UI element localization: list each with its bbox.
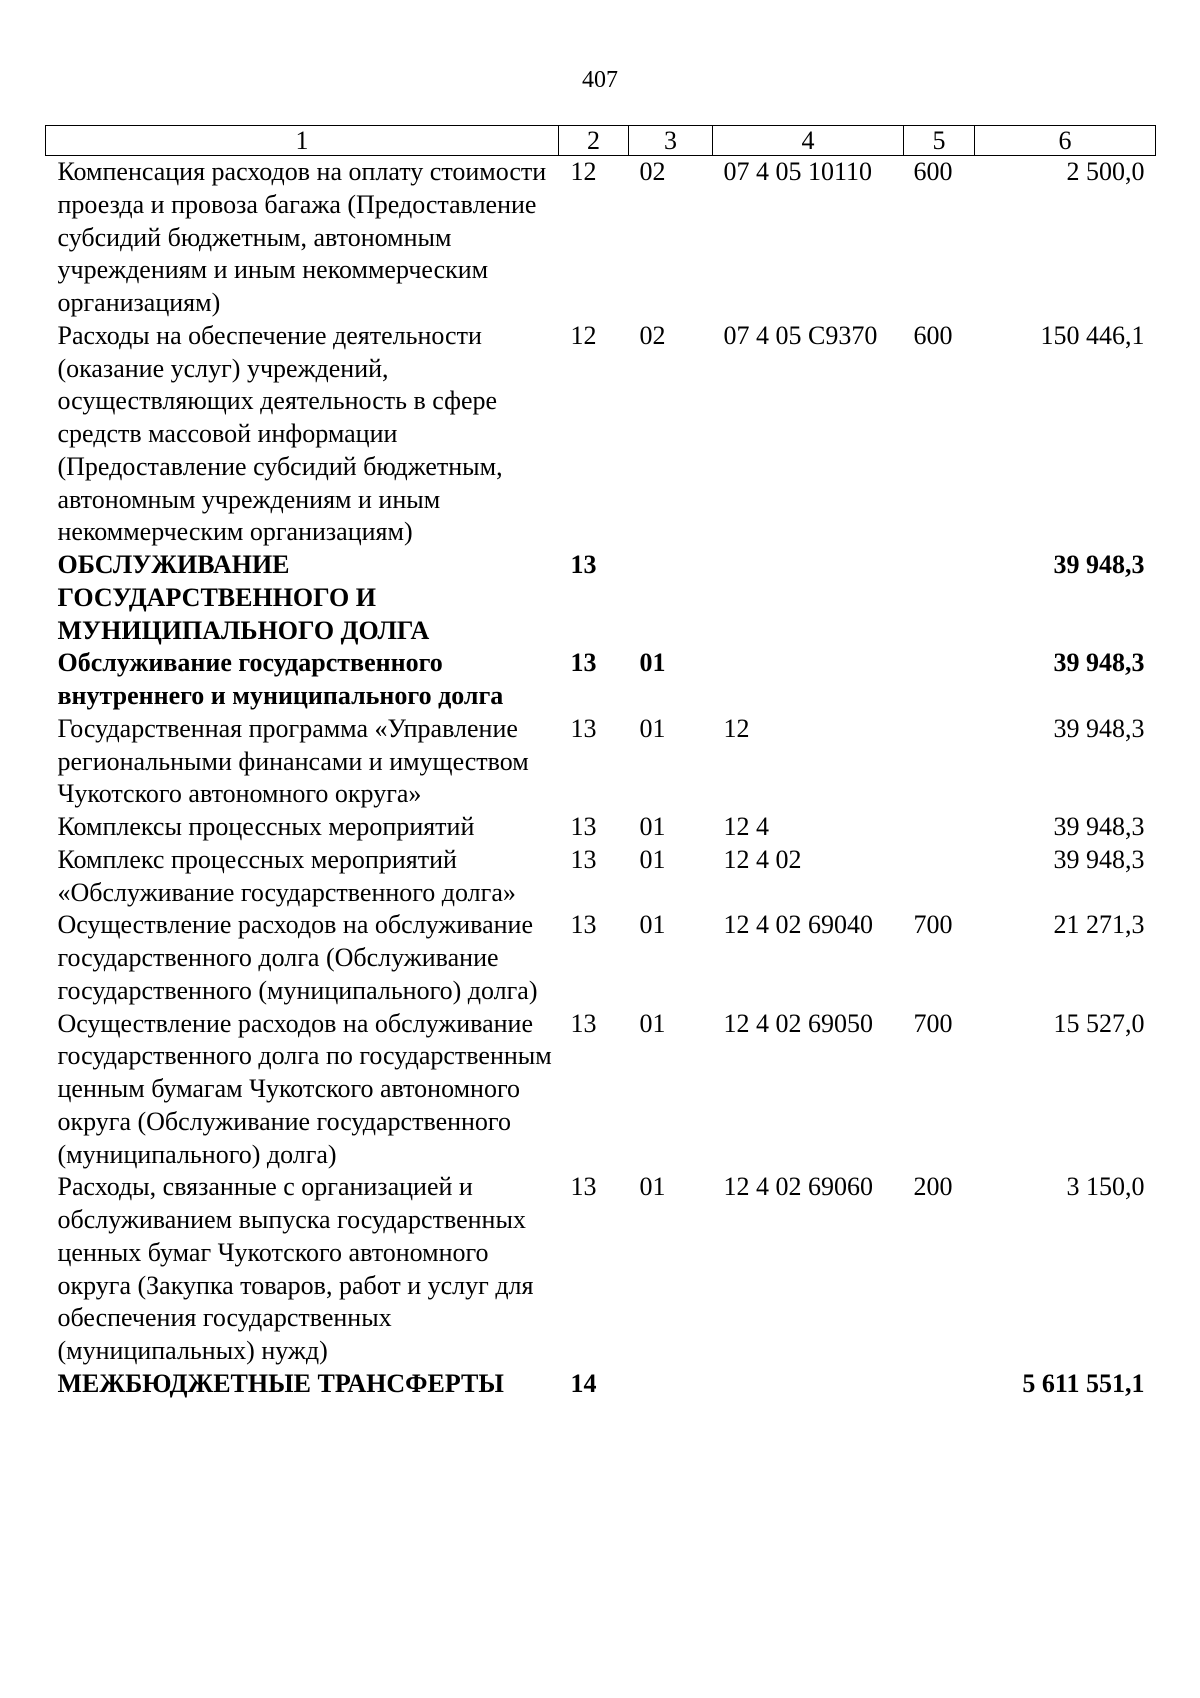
expense-name: Осуществление расходов на обслуживание государственного долга по государственным ценным бумагам Чукотского автономного округа (Обслуживание государственного (муниципального) долга) [57,1008,552,1169]
target-article-code: 07 4 05 С9370 [723,320,878,350]
table-row [46,549,1156,647]
target-article-code: 12 4 02 [723,844,802,874]
budget-table [45,125,1156,1401]
expense-name: Комплекс процессных мероприятий «Обслуживание государственного долга» [57,844,516,907]
section-code: 13 [570,844,597,874]
target-article-code: 12 4 02 69040 [723,910,873,940]
expense-type-code [904,844,975,910]
subsection-code: 01 [639,1008,666,1038]
subsection-code [629,549,713,647]
amount: 39 948,3 [1053,550,1145,579]
table-row [46,713,1156,811]
section-code: 13 [570,1172,597,1202]
expense-type-code: 600 [913,320,953,350]
amount: 2 500,0 [1066,157,1145,186]
table-row [46,844,1156,910]
amount: 5 611 551,1 [1022,1368,1145,1398]
target-article-code: 07 4 05 10110 [723,157,873,186]
target-article-code [713,647,904,713]
amount: 150 446,1 [1040,320,1145,350]
table-row [46,909,1156,1007]
section-code: 14 [570,1368,597,1398]
target-article-code: 12 4 02 69060 [723,1172,873,1202]
expense-name: Комплексы процессных мероприятий [57,812,475,841]
expense-type-code [904,713,975,811]
expense-type-code: 600 [913,157,953,186]
expense-name: Расходы на обеспечение деятельности (оказание услуг) учреждений, осуществляющих деятельность в сфере средств массовой информации (Предоставление субсидий бюджетным, автономным учреждениям и иным некоммерческим организациям) [57,320,503,547]
subsection-code: 01 [639,1172,666,1202]
expense-type-code [904,1368,975,1401]
expense-name: Государственная программа «Управление региональными финансами и имуществом Чукотского автономного округа» [57,713,529,809]
expense-name: Обслуживание государственного внутреннего и муниципального долга [57,648,504,710]
column-header-5: 5 [904,126,975,156]
column-header-2: 2 [559,126,629,156]
table-header [46,126,1156,156]
amount: 21 271,3 [1053,910,1145,940]
expense-name: ОБСЛУЖИВАНИЕ ГОСУДАРСТВЕННОГО И МУНИЦИПАЛЬНОГО ДОЛГА [57,550,430,645]
column-header-3: 3 [629,126,713,156]
subsection-code: 01 [639,844,666,874]
amount: 15 527,0 [1053,1008,1145,1038]
page-number: 407 [582,67,618,93]
section-code: 13 [570,910,597,940]
table-row [46,647,1156,713]
subsection-code [629,1368,713,1401]
section-code: 13 [570,713,597,743]
amount: 39 948,3 [1053,812,1145,841]
expense-type-code: 700 [913,910,953,940]
section-code: 13 [570,648,597,678]
expense-name: Компенсация расходов на оплату стоимости проезда и провоза багажа (Предоставление субсидий бюджетным, автономным учреждениям и иным некоммерческим организациям) [57,157,547,317]
table-row [46,811,1156,844]
amount: 3 150,0 [1066,1172,1145,1202]
subsection-code: 01 [639,713,666,743]
section-code: 12 [570,157,597,186]
expense-type-code [904,811,975,844]
table-row [46,1171,1156,1368]
table-row [46,156,1156,320]
amount: 39 948,3 [1053,844,1145,874]
subsection-code: 01 [639,648,666,678]
expense-type-code: 700 [913,1008,953,1038]
column-header-4: 4 [713,126,904,156]
target-article-code [713,1368,904,1401]
target-article-code [713,549,904,647]
expense-type-code: 200 [913,1172,953,1202]
expense-type-code [904,549,975,647]
section-code: 13 [570,812,597,841]
expense-name: Осуществление расходов на обслуживание государственного долга (Обслуживание государственного (муниципального) долга) [57,910,538,1005]
table-row [46,1368,1156,1401]
subsection-code: 02 [639,157,666,186]
section-code: 12 [570,320,597,350]
expense-type-code [904,647,975,713]
amount: 39 948,3 [1053,648,1145,678]
column-header-6: 6 [975,126,1156,156]
table-row [46,1008,1156,1172]
section-code: 13 [570,550,597,579]
expense-name: МЕЖБЮДЖЕТНЫЕ ТРАНСФЕРТЫ [57,1368,504,1398]
table-row [46,320,1156,549]
section-code: 13 [570,1008,597,1038]
amount: 39 948,3 [1053,713,1145,743]
column-header-1: 1 [46,126,559,156]
expense-name: Расходы, связанные с организацией и обслуживанием выпуска государственных ценных бумаг Чукотского автономного округа (Закупка товаров, работ и услуг для обеспечения государственных (муниципальных) нужд) [57,1172,534,1365]
target-article-code: 12 [723,713,750,743]
subsection-code: 01 [639,812,666,841]
subsection-code: 02 [639,320,666,350]
header-row [46,126,1156,156]
subsection-code: 01 [639,910,666,940]
target-article-code: 12 4 02 69050 [723,1008,873,1038]
target-article-code: 12 4 [723,812,769,841]
table-body [46,156,1156,1401]
